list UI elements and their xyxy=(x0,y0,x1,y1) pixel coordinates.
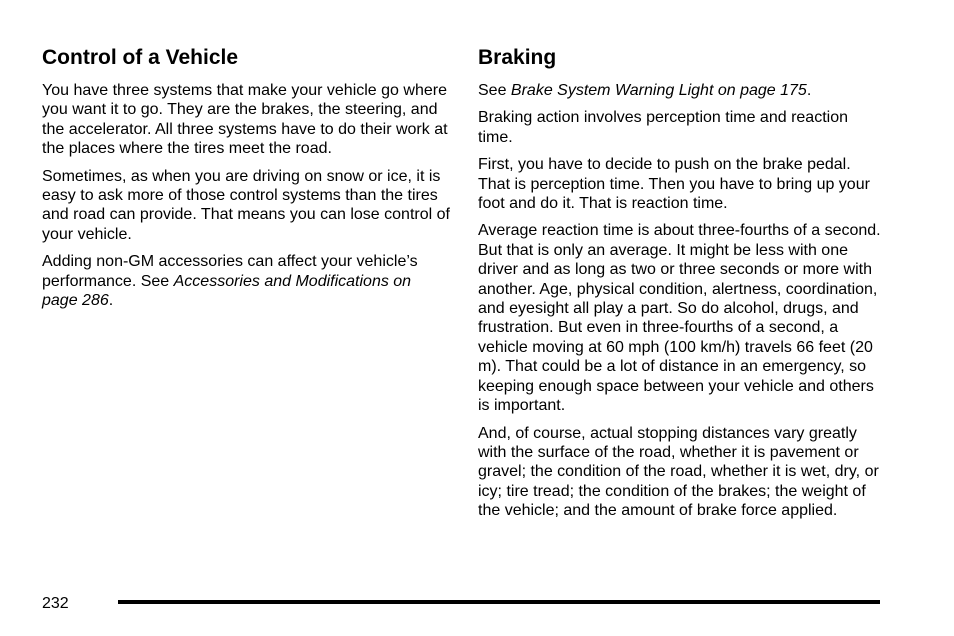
see-prefix: See xyxy=(478,82,511,99)
section-heading-braking: Braking xyxy=(478,46,557,69)
accessories-period: . xyxy=(108,292,114,310)
paragraph-reaction-time: Average reaction time is about three-fourths of a second. But that is only an average. It might be less with one driver and as long as two or three seconds or more with another. Age, physical condition, alertness, coordination, and eyesight all play a part. So do alcohol, drugs, and frustration. But even in three-fourths of a second, a vehicle moving at 60 mph (100 km/h) travels 66 feet (20 m). That could be a lot of distance in an emergency, so keeping enough space between your vehicle and others is important. xyxy=(478,222,881,415)
paragraph-see-reference xyxy=(478,81,884,100)
left-column xyxy=(42,44,450,318)
paragraph-perception-time: First, you have to decide to push on the brake pedal. That is perception time. Then you have to bring up your foot and do it. That is reaction time. xyxy=(478,156,870,213)
footer-rule xyxy=(118,600,880,604)
page-number: 232 xyxy=(42,595,69,612)
accessories-text: Adding non-GM accessories can affect your vehicle’s performance. See xyxy=(42,253,418,290)
section-heading-control: Control of a Vehicle xyxy=(42,46,239,69)
paragraph-stopping-distances: And, of course, actual stopping distances vary greatly with the surface of the road, whether it is pavement or gravel; the condition of the road, whether it is wet, dry, or icy; tire tread; the condition of the brakes; the weight of the vehicle; and the amount of brake force applied. xyxy=(478,424,879,520)
paragraph-braking-action: Braking action involves perception time and reaction time. xyxy=(478,109,848,146)
see-period: . xyxy=(806,82,812,99)
paragraph-accessories xyxy=(42,252,450,310)
paragraph-snow-ice: Sometimes, as when you are driving on snow or ice, it is easy to ask more of those control systems than the tires and road can provide. That means you can lose control of your vehicle. xyxy=(42,167,450,243)
brake-warning-reference-link[interactable]: Brake System Warning Light on page 175 xyxy=(510,82,807,99)
paragraph-three-systems: You have three systems that make your vehicle go where you want it to go. They are the brakes, the steering, and the accelerator. All three systems have to do their work at the places where the tires meet the road. xyxy=(42,82,448,158)
right-column xyxy=(478,44,884,529)
accessories-reference-link[interactable]: Accessories and Modifications on page 286 xyxy=(42,272,412,310)
